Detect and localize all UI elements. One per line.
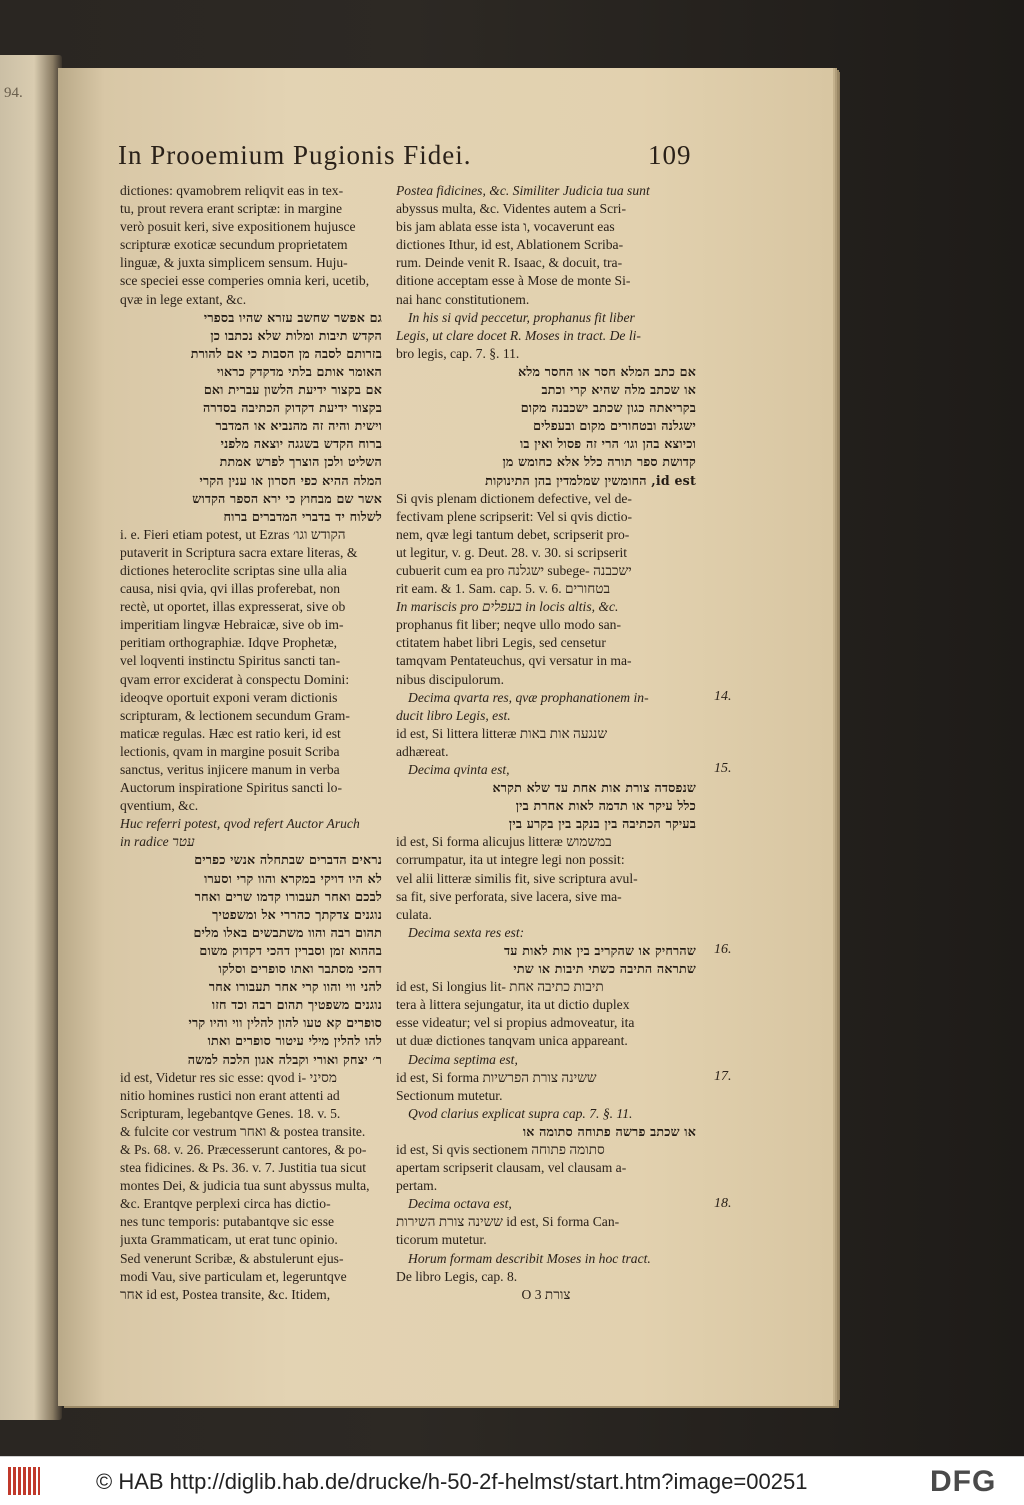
left-column-line: לבכם ואחר תעבורו קדמו שרים ואחר [194,888,382,904]
left-column-line: השליט ולכן הוצרך לפרש אמתת [219,454,382,470]
left-column-line: stea fidicines. & Ps. 36. v. 7. Justitia tua sicut [120,1160,367,1176]
right-column-line: O 3 צורת [521,1286,571,1302]
right-column-line: כלל עיקר או תדמה לאות אחרת בין [515,798,696,814]
left-column-line: causa, nisi qvia, qvi illas proferebat, non [120,581,341,597]
left-column-line: להני ווי והוו קרי אחר תעבורו אחר [208,979,382,995]
page-number: 109 [648,140,692,170]
right-column-line: Decima septima est, [408,1051,518,1067]
source-url[interactable]: © HAB http://diglib.hab.de/drucke/h-50-2f-helmst/start.htm?image=00251 [96,1469,808,1494]
right-column-line: קדושת ספר תורה כלל אלא כחומש מן [502,454,696,470]
left-column-line: להו להלין מילי עיטור סופרים ואתו [207,1033,382,1049]
left-column-line: & Ps. 68. v. 26. Præcesserunt cantores, & po- [120,1141,367,1157]
right-column-line: prophanus fit liber; neqve ullo modo san- [396,617,622,633]
left-column-line: ברוח הקדש בשגגה יוצאה מלפני [220,436,382,452]
right-column [396,182,696,1304]
left-column-line: qventium, &c. [120,798,199,814]
left-column-line: nitio homines rustici non erant attenti ad [120,1087,340,1103]
left-column-line: נוגנים צדקתך כהררי אל ומשפטיך [212,906,382,922]
dfg-logo: DFG [930,1465,997,1498]
left-column-line: putaverit in Scriptura sacra extare literas, & [120,544,358,560]
left-column-line: sanctus, veritus injicere manum in verba [120,762,340,777]
left-column-line: Auctorum inspiratione Spiritus sancti lo- [120,780,343,796]
left-column-line: ר׳ יצחק ואורי וקבלה אגון הלכה למשה [187,1051,382,1067]
left-column-line: לא היו דויקי במקרא והוו קרי וסערו [204,870,382,886]
left-column-line: סופרים קא טעו להון להלין ווי והיו קרי [188,1015,382,1031]
left-column-line: וישית והיה זה מהנביא או המדבר [215,418,382,434]
left-column-line: המלה ההיא כפי חסרון או ענין הקרי [199,472,382,488]
left-column-line: & fulcite cor vestrum ואחר & postea transite. [120,1123,366,1139]
left-column-line: Sed venerunt Scribæ, & abstulerunt ejus- [120,1250,344,1266]
right-column-line: bro legis, cap. 7. §. 11. [396,345,520,361]
left-column-line: montes Dei, & judicia tua sunt abyssus multa, [120,1178,370,1194]
right-column-line: ditione acceptam esse à Mose de monte Si- [396,273,631,289]
left-column-line: tu, prout revera erant scriptæ: in margine [120,201,343,217]
right-column-line: rum. Deinde venit R. Isaac, & docuit, tra- [396,255,623,271]
right-column-line: adhæreat. [396,743,449,759]
right-column-line: nai hanc constitutionem. [396,291,530,307]
right-column-line: In mariscis pro בעפלים in locis altis, &c. [396,599,619,615]
margin-number: 17. [714,1068,732,1084]
left-column-line: נראים הדברים שבתחלה אנשי כפרים [194,852,382,868]
right-column-line: בקריאתה כגון שכתב ישכבנה מקום [520,400,696,416]
left-column-line: imperitiam lingvæ Hebraicæ, sive ob im- [120,617,344,633]
right-column-line: dictiones Ithur, id est, Ablationem Scriba- [396,237,624,253]
right-column-line: ששינה צורת השירות id est, Si forma Can- [396,1214,620,1230]
margin-number: 18. [714,1195,732,1211]
left-column-line: Scripturam, legebantqve Genes. 18. v. 5. [120,1105,341,1121]
right-column-line: id est, Si forma alicujus litteræ במשמוש [396,834,612,850]
viewer-footer [0,1456,1024,1505]
right-column-line: בעיקר הכתיבה בין בנקב בין בקרע בין [508,816,696,832]
left-column-line: juxta Grammaticam, ut erat tunc opinio. [120,1232,338,1248]
left-column-line: scripturam, & lectionem secundum Gram- [120,707,350,723]
hab-logo-icon [8,1467,40,1495]
margin-number: 15. [714,761,732,777]
right-column-line: id est, Si qvis sectionem סתומה פתוחה [396,1141,605,1157]
left-column-line: נוגנים משפטיך תהום רבה וכד חזו [211,997,382,1013]
right-column-line: id est, Si longius lit- תיבות כתיבה אחת [396,979,604,995]
left-column-line: maticæ regulas. Hæc est ratio keri, id est [120,725,341,741]
left-column-line: אם בקצור ידיעת הלשון עברית ואם [203,382,382,398]
right-column-line: ducit libro Legis, est. [396,707,511,723]
left-column-line: dictiones heteroclite scriptas sine ulla alia [120,562,347,578]
right-column-line: וכיוצא בהן וגו׳ הרי זה פסול ואין בו [519,436,696,452]
left-column-line: sce speciei esse comperies omnia keri, ucetib, [120,273,370,289]
right-column-line: Decima sexta res est: [408,924,525,940]
left-column-line: האומר אותם בלתי מדקדק כראוי [217,363,382,379]
right-column-line: Sectionum mutetur. [396,1087,503,1103]
right-column-line: שתראה התיבה כשתי תיבות או שתי [513,961,696,977]
left-column-line: dictiones: qvamobrem reliqvit eas in tex- [120,183,344,198]
right-column-line: pertam. [396,1178,438,1194]
right-column-line: esse videatur; vel si propius admoveatur, ita [396,1015,635,1031]
right-column-line: tamqvam Pentateuchus, qvi versatur in ma- [396,653,632,669]
left-column-line: &c. Erantqve perplexi circa has dictio- [120,1196,331,1212]
right-column-line: שנפסדה צורת אות אחת עד שלא תקרא [492,780,696,796]
left-column-line: vel loqventi instinctu Spiritus sancti tan- [120,653,341,669]
right-column-line: Qvod clarius explicat supra cap. 7. §. 11. [408,1105,633,1121]
right-column-line: corrumpatur, ita ut integre legi non possit: [396,852,625,868]
margin-number: 14. [714,688,732,704]
left-column-line: גם אפשר שחשב עזרא שהיו בספרי [203,309,382,325]
left-column-line: בההוא זמן וסברין דהכי דקדוק משום [199,942,382,958]
right-column-line: id est, Si littera litteræ שנגעה אות באות [396,725,608,741]
right-column-line: אם כתב המלא חסר או החסר מלא [518,363,696,379]
right-column-line: ut duæ dictiones tanqvam unica appareant. [396,1033,628,1049]
left-column-line: qvæ in lege extant, &c. [120,291,247,307]
right-column-line: Decima qvinta est, [408,762,510,777]
left-column-line: lectionis, qvam in margine posuit Scriba [120,743,340,759]
right-column-line: nibus discipulorum. [396,671,504,687]
running-head-title: In Prooemium Pugionis Fidei. [118,140,472,170]
right-column-line: Horum formam describit Moses in hoc tract. [408,1250,651,1266]
right-column-line: או שכתב פרשה פתוחה סתומה או [522,1123,696,1139]
right-column-line: Si qvis plenam dictionem defective, vel de- [396,490,632,506]
right-column-line: ישגלנה ובטחורים מקום ובעפלים [533,418,696,434]
right-column-line: cubuerit cum ea pro ישגלנה subege- ישכבנה [396,562,632,578]
left-column-line: לשלוח יד בדברי המדברים ברוח [223,508,382,524]
left-column-line: בקצור ידיעת דקדוק הכתיבה בסדרה [202,400,382,416]
right-column-line: id est, החומשין שמלמדין בהן התינוקות [485,472,696,488]
left-column-line: verò posuit keri, sive expositionem hujusce [120,219,356,235]
right-column-line: culata. [396,906,432,922]
left-column-line: peritiam orthographiæ. Idqve Prophetæ, [120,635,338,651]
running-head [118,140,708,184]
left-column-line: ideoqve oportuit exponi veram dictionis [120,689,338,705]
left-column-line: דהכי מסתבר ואתו סופרים וסלקו [218,961,382,977]
right-column-line: sa fit, sive perforata, sive lacera, sive ma- [396,888,622,904]
right-column-line: ctitatem habet libri Legis, sed censetur [396,635,606,651]
left-column-line: Huc referri potest, qvod refert Auctor Aruch [120,816,360,832]
right-column-line: ticorum mutetur. [396,1232,487,1248]
left-column-line: linguæ, & juxta simplicem sensum. Huju- [120,255,348,271]
previous-page-number: 94. [4,85,23,101]
left-column-line: in radice עטר [120,834,195,850]
right-column-line: שהרחיק או שהקריב בין אות לאות עד [504,942,696,958]
left-column-line: הקדש תיבות ומלות שלא נכתבו כן [210,327,382,343]
right-column-line: abyssus multa, &c. Videntes autem a Scri- [396,201,626,217]
left-column-line: qvam error exciderat à conspectu Domini: [120,671,350,687]
right-column-line: rit eam. & 1. Sam. cap. 5. v. 6. בטחורים [396,581,611,597]
margin-number: 16. [714,942,732,958]
left-column-line: אשר שם מבחוץ כי ירא הספר הקדוש [192,490,382,506]
right-column-line: In his si qvid peccetur, prophanus fit liber [408,309,635,325]
left-column-line: בזרותם לסבה מן הסבות כי אם להורת [190,345,382,361]
left-column-line: nes tunc temporis: putabantqve sic esse [120,1214,335,1230]
right-column-line: או שכתב מלה שהיא קרי וכתב [541,382,696,398]
right-column-line: De libro Legis, cap. 8. [396,1268,518,1284]
right-column-line: vel alii litteræ similis fit, sive scriptura avul- [396,870,638,886]
right-column-line: id est, Si forma ששינה צורת הפרשיות [396,1069,597,1085]
left-column-line: rectè, ut oportet, illas expresserat, sive ob [120,599,346,615]
left-column [120,182,382,1304]
right-column-line: nem, qvæ legi tantum debet, scripserit pro- [396,526,630,542]
left-column-line: modi Vau, sive particulam et, legeruntqve [120,1268,347,1284]
left-column-line: id est, Videtur res sic esse: qvod i- מסיני [120,1069,337,1085]
right-column-line: tera à littera sejungatur, ita ut dictio duplex [396,997,630,1013]
right-column-line: Decima octava est, [408,1196,512,1212]
right-column-line: apertam scripserit clausam, vel clausam a- [396,1160,627,1176]
right-column-line: bis jam ablata esse ista ו, vocaverunt eas [396,219,615,235]
right-column-line: fectivam plene scripserit: Vel si qvis dictio- [396,508,633,524]
left-column-line: תהום רבה והוו משתבשים באלו מלים [193,924,382,940]
left-column-line: i. e. Fieri etiam potest, ut Ezras הקודש וגו׳ [120,526,346,542]
right-column-line: ut legitur, v. g. Deut. 28. v. 30. si scripserit [396,544,628,560]
right-column-line: Postea fidicines, &c. Similiter Judicia tua sunt [396,183,650,198]
right-column-line: Decima qvarta res, qvæ prophanationem in- [408,689,649,705]
left-column-line: אחר id est, Postea transite, &c. Itidem, [120,1286,331,1302]
previous-page-edge [0,55,62,1420]
left-column-line: scripturæ exoticæ secundum proprietatem [120,237,348,253]
right-column-line: Legis, ut clare docet R. Moses in tract. De li- [396,327,641,343]
